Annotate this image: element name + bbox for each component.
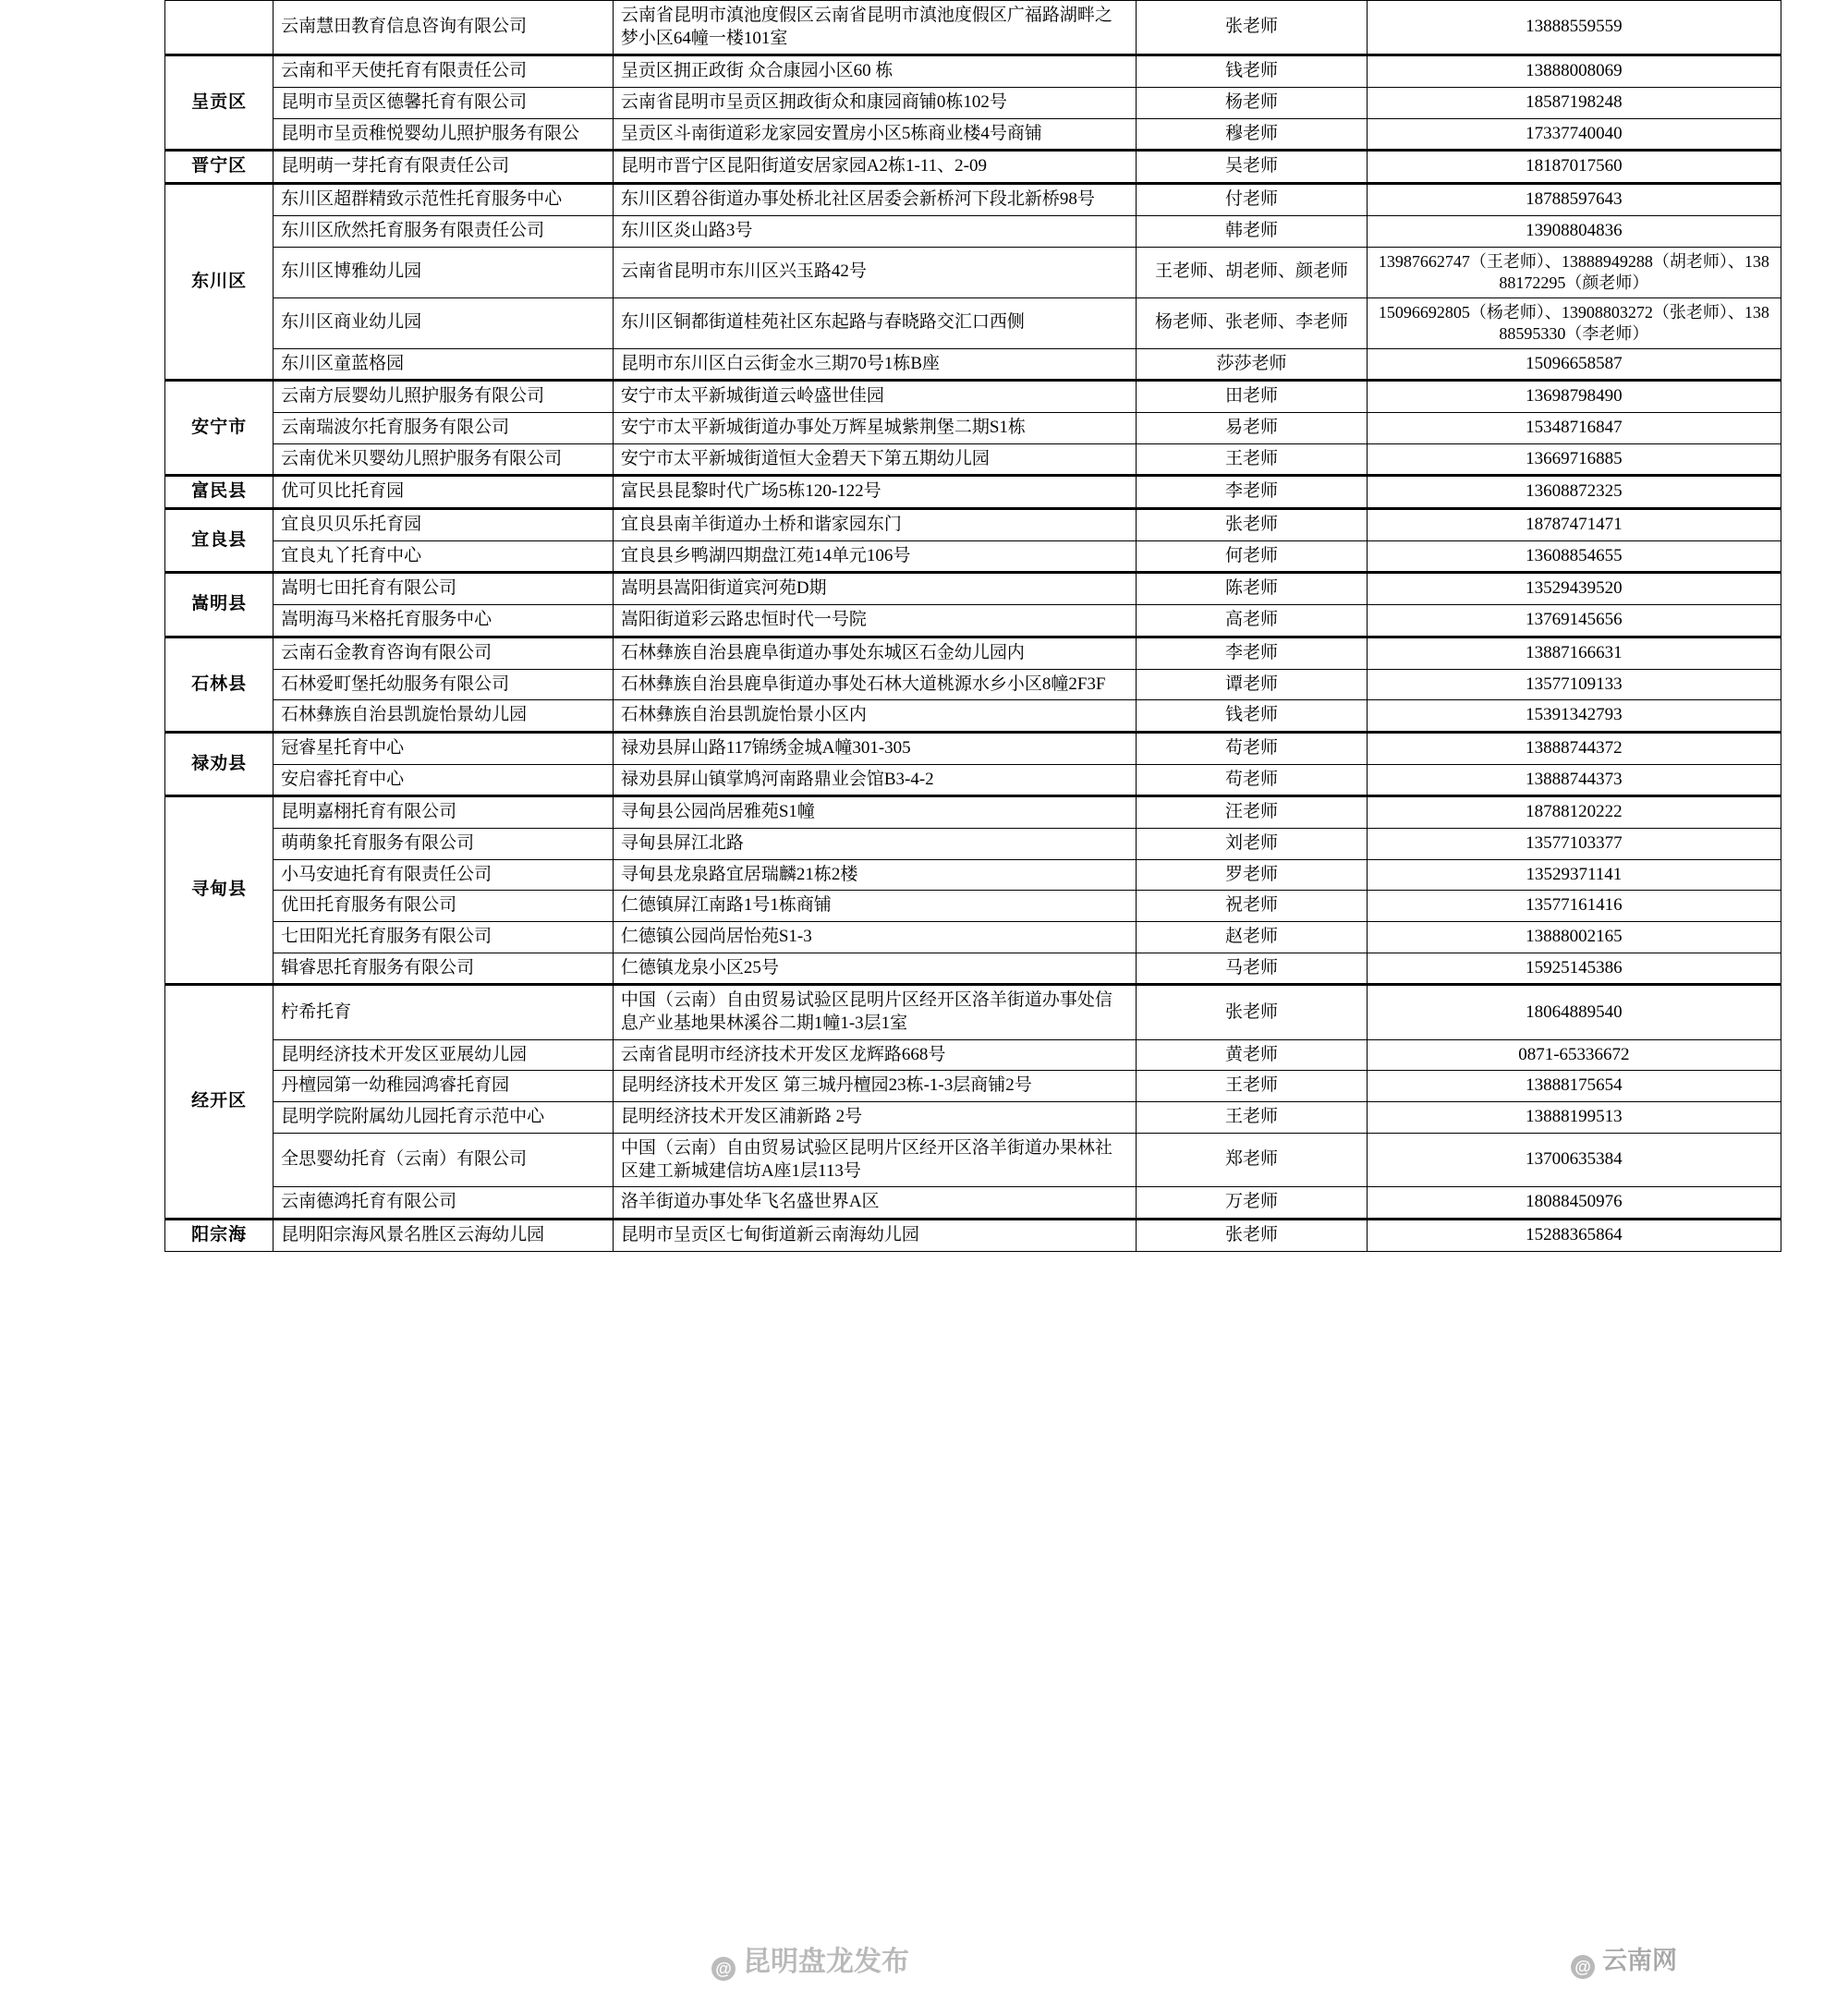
- phone-number-cell: 13888199513: [1367, 1102, 1781, 1134]
- table-row: [165, 828, 1781, 859]
- phone-number-cell: 13987662747（王老师）、13888949288（胡老师）、13888172295（颜老师）: [1367, 247, 1781, 297]
- contact-person-cell: 黄老师: [1137, 1039, 1367, 1071]
- watermark-right-text: 云南网: [1602, 1947, 1677, 1974]
- table-row: [165, 700, 1781, 733]
- contact-person-cell: 王老师: [1137, 443, 1367, 476]
- phone-number-cell: 18788120222: [1367, 796, 1781, 829]
- organization-name-cell: 优可贝比托育园: [274, 476, 614, 509]
- organization-name-cell: 安启睿托育中心: [274, 764, 614, 796]
- organization-name-cell: 嵩明海马米格托育服务中心: [274, 605, 614, 637]
- organization-name-cell: 优田托育服务有限公司: [274, 891, 614, 922]
- organization-name-cell: 昆明学院附属幼儿园托育示范中心: [274, 1102, 614, 1134]
- organization-name-cell: 东川区博雅幼儿园: [274, 247, 614, 297]
- contact-person-cell: 钱老师: [1137, 700, 1367, 733]
- contact-person-cell: 赵老师: [1137, 922, 1367, 953]
- phone-number-cell: 13888559559: [1367, 1, 1781, 55]
- address-cell: 石林彝族自治县鹿阜街道办事处东城区石金幼儿园内: [613, 637, 1137, 669]
- address-cell: 寻甸县公园尚居雅苑S1幢: [613, 796, 1137, 829]
- address-cell: 仁德镇屏江南路1号1栋商铺: [613, 891, 1137, 922]
- table-row: [165, 151, 1781, 184]
- organization-name-cell: 宜良贝贝乐托育园: [274, 509, 614, 541]
- phone-number-cell: 15925145386: [1367, 953, 1781, 985]
- phone-number-cell: 13769145656: [1367, 605, 1781, 637]
- organization-name-cell: 冠睿星托育中心: [274, 732, 614, 764]
- address-cell: 安宁市太平新城街道恒大金碧天下第五期幼儿园: [613, 443, 1137, 476]
- contact-person-cell: 张老师: [1137, 1219, 1367, 1251]
- phone-number-cell: 13577103377: [1367, 828, 1781, 859]
- contact-person-cell: 祝老师: [1137, 891, 1367, 922]
- table-row: [165, 859, 1781, 891]
- organization-name-cell: 东川区商业幼儿园: [274, 297, 614, 348]
- phone-number-cell: 18088450976: [1367, 1187, 1781, 1220]
- district-cell: 经开区: [165, 985, 274, 1220]
- organization-name-cell: 昆明经济技术开发区亚展幼儿园: [274, 1039, 614, 1071]
- district-cell: 安宁市: [165, 381, 274, 476]
- address-cell: 昆明市东川区白云街金水三期70号1栋B座: [613, 348, 1137, 381]
- organization-name-cell: 云南优米贝婴幼儿照护服务有限公司: [274, 443, 614, 476]
- table-row: [165, 637, 1781, 669]
- table-row: [165, 118, 1781, 151]
- table-row: [165, 476, 1781, 509]
- address-cell: 宜良县乡鸭湖四期盘江苑14单元106号: [613, 540, 1137, 573]
- table-row: [165, 732, 1781, 764]
- district-cell: 阳宗海: [165, 1219, 274, 1251]
- contact-person-cell: 付老师: [1137, 184, 1367, 216]
- organization-name-cell: 东川区欣然托育服务有限责任公司: [274, 215, 614, 247]
- address-cell: 安宁市太平新城街道办事处万辉星城紫荆堡二期S1栋: [613, 413, 1137, 444]
- address-cell: 嵩阳街道彩云路忠恒时代一号院: [613, 605, 1137, 637]
- organization-name-cell: 嵩明七田托育有限公司: [274, 573, 614, 605]
- organization-name-cell: 云南德鸿托育有限公司: [274, 1187, 614, 1220]
- phone-number-cell: 18064889540: [1367, 985, 1781, 1039]
- address-cell: 云南省昆明市呈贡区拥政街众和康园商铺0栋102号: [613, 88, 1137, 119]
- address-cell: 仁德镇公园尚居怡苑S1-3: [613, 922, 1137, 953]
- phone-number-cell: 13888175654: [1367, 1071, 1781, 1102]
- district-cell: 呈贡区: [165, 55, 274, 151]
- contact-person-cell: 王老师: [1137, 1071, 1367, 1102]
- table-row: [165, 381, 1781, 413]
- contact-person-cell: 王老师、胡老师、颜老师: [1137, 247, 1367, 297]
- organization-name-cell: 宜良丸丫托育中心: [274, 540, 614, 573]
- table-row: [165, 669, 1781, 700]
- table-row: [165, 764, 1781, 796]
- address-cell: 昆明经济技术开发区浦新路 2号: [613, 1102, 1137, 1134]
- contact-person-cell: 郑老师: [1137, 1133, 1367, 1186]
- phone-number-cell: 13888744372: [1367, 732, 1781, 764]
- phone-number-cell: 18788597643: [1367, 184, 1781, 216]
- address-cell: 云南省昆明市滇池度假区云南省昆明市滇池度假区广福路湖畔之梦小区64幢一楼101室: [613, 1, 1137, 55]
- phone-number-cell: 13888008069: [1367, 55, 1781, 88]
- phone-number-cell: 13888002165: [1367, 922, 1781, 953]
- table-row: [165, 922, 1781, 953]
- address-cell: 石林彝族自治县凯旋怡景小区内: [613, 700, 1137, 733]
- table-row: [165, 540, 1781, 573]
- address-cell: 云南省昆明市东川区兴玉路42号: [613, 247, 1137, 297]
- phone-number-cell: 13669716885: [1367, 443, 1781, 476]
- phone-number-cell: 13908804836: [1367, 215, 1781, 247]
- table-row: [165, 796, 1781, 829]
- phone-number-cell: 18587198248: [1367, 88, 1781, 119]
- table-row: [165, 443, 1781, 476]
- address-cell: 云南省昆明市经济技术开发区龙辉路668号: [613, 1039, 1137, 1071]
- table-row: [165, 1133, 1781, 1186]
- organization-name-cell: 石林爱町堡托幼服务有限公司: [274, 669, 614, 700]
- table-row: [165, 184, 1781, 216]
- phone-number-cell: 13529439520: [1367, 573, 1781, 605]
- contact-person-cell: 张老师: [1137, 1, 1367, 55]
- address-cell: 昆明经济技术开发区 第三城丹檀园23栋-1-3层商铺2号: [613, 1071, 1137, 1102]
- contact-person-cell: 万老师: [1137, 1187, 1367, 1220]
- phone-number-cell: 13577161416: [1367, 891, 1781, 922]
- organization-name-cell: 石林彝族自治县凯旋怡景幼儿园: [274, 700, 614, 733]
- phone-number-cell: 17337740040: [1367, 118, 1781, 151]
- phone-number-cell: 13887166631: [1367, 637, 1781, 669]
- district-cell: 石林县: [165, 637, 274, 732]
- contact-person-cell: 李老师: [1137, 637, 1367, 669]
- phone-number-cell: 15096692805（杨老师）、13908803272（张老师）、13888595330（李老师）: [1367, 297, 1781, 348]
- organization-name-cell: 云南慧田教育信息咨询有限公司: [274, 1, 614, 55]
- weibo-badge-icon: @: [711, 1957, 736, 1981]
- table-row: [165, 297, 1781, 348]
- organization-name-cell: 七田阳光托育服务有限公司: [274, 922, 614, 953]
- weibo-badge-icon-2: @: [1571, 1955, 1595, 1979]
- organization-name-cell: 云南和平天使托育有限责任公司: [274, 55, 614, 88]
- phone-number-cell: 13529371141: [1367, 859, 1781, 891]
- phone-number-cell: 13608872325: [1367, 476, 1781, 509]
- contact-person-cell: 易老师: [1137, 413, 1367, 444]
- organization-name-cell: 云南方辰婴幼儿照护服务有限公司: [274, 381, 614, 413]
- contact-person-cell: 马老师: [1137, 953, 1367, 985]
- phone-number-cell: 15288365864: [1367, 1219, 1781, 1251]
- contact-person-cell: 王老师: [1137, 1102, 1367, 1134]
- address-cell: 仁德镇龙泉小区25号: [613, 953, 1137, 985]
- district-cell: 富民县: [165, 476, 274, 509]
- organization-name-cell: 萌萌象托育服务有限公司: [274, 828, 614, 859]
- contact-person-cell: 莎莎老师: [1137, 348, 1367, 381]
- organization-name-cell: 昆明嘉栩托育有限公司: [274, 796, 614, 829]
- table-row: [165, 215, 1781, 247]
- address-cell: 中国（云南）自由贸易试验区昆明片区经开区洛羊街道办事处信息产业基地果林溪谷二期1幢1-3层1室: [613, 985, 1137, 1039]
- table-row: [165, 891, 1781, 922]
- address-cell: 呈贡区斗南街道彩龙家园安置房小区5栋商业楼4号商铺: [613, 118, 1137, 151]
- table-row: [165, 1, 1781, 55]
- contact-person-cell: 钱老师: [1137, 55, 1367, 88]
- address-cell: 昆明市呈贡区七甸街道新云南海幼儿园: [613, 1219, 1137, 1251]
- table-row: [165, 413, 1781, 444]
- district-cell: [165, 1, 274, 55]
- contact-person-cell: 谭老师: [1137, 669, 1367, 700]
- phone-number-cell: 13698798490: [1367, 381, 1781, 413]
- phone-number-cell: 18787471471: [1367, 509, 1781, 541]
- contact-person-cell: 苟老师: [1137, 764, 1367, 796]
- address-cell: 宜良县南羊街道办土桥和谐家园东门: [613, 509, 1137, 541]
- table-row: [165, 247, 1781, 297]
- organization-name-cell: 小马安迪托育有限责任公司: [274, 859, 614, 891]
- district-cell: 晋宁区: [165, 151, 274, 184]
- childcare-institution-table: [164, 0, 1781, 1252]
- address-cell: 呈贡区拥正政街 众合康园小区60 栋: [613, 55, 1137, 88]
- contact-person-cell: 张老师: [1137, 985, 1367, 1039]
- table-row: [165, 1039, 1781, 1071]
- contact-person-cell: 韩老师: [1137, 215, 1367, 247]
- contact-person-cell: 何老师: [1137, 540, 1367, 573]
- contact-person-cell: 穆老师: [1137, 118, 1367, 151]
- contact-person-cell: 苟老师: [1137, 732, 1367, 764]
- address-cell: 安宁市太平新城街道云岭盛世佳园: [613, 381, 1137, 413]
- address-cell: 洛羊街道办事处华飞名盛世界A区: [613, 1187, 1137, 1220]
- organization-name-cell: 东川区童蓝格园: [274, 348, 614, 381]
- table-row: [165, 88, 1781, 119]
- address-cell: 寻甸县龙泉路宜居瑞麟21栋2楼: [613, 859, 1137, 891]
- phone-number-cell: 13700635384: [1367, 1133, 1781, 1186]
- organization-name-cell: 昆明萌一芽托育有限责任公司: [274, 151, 614, 184]
- table-row: [165, 953, 1781, 985]
- contact-person-cell: 高老师: [1137, 605, 1367, 637]
- table-row: [165, 55, 1781, 88]
- contact-person-cell: 汪老师: [1137, 796, 1367, 829]
- phone-number-cell: 15348716847: [1367, 413, 1781, 444]
- contact-person-cell: 罗老师: [1137, 859, 1367, 891]
- organization-name-cell: 云南瑞波尔托育服务有限公司: [274, 413, 614, 444]
- district-cell: 禄劝县: [165, 732, 274, 795]
- contact-person-cell: 刘老师: [1137, 828, 1367, 859]
- table-row: [165, 1071, 1781, 1102]
- district-cell: 宜良县: [165, 509, 274, 573]
- table-row: [165, 985, 1781, 1039]
- table-row: [165, 1102, 1781, 1134]
- phone-number-cell: 13608854655: [1367, 540, 1781, 573]
- address-cell: 石林彝族自治县鹿阜街道办事处石林大道桃源水乡小区8幢2F3F: [613, 669, 1137, 700]
- phone-number-cell: 0871-65336672: [1367, 1039, 1781, 1071]
- contact-person-cell: 杨老师、张老师、李老师: [1137, 297, 1367, 348]
- table-row: [165, 1219, 1781, 1251]
- organization-name-cell: 昆明阳宗海风景名胜区云海幼儿园: [274, 1219, 614, 1251]
- organization-name-cell: 丹檀园第一幼稚园鸿睿托育园: [274, 1071, 614, 1102]
- table-row: [165, 509, 1781, 541]
- phone-number-cell: 13577109133: [1367, 669, 1781, 700]
- phone-number-cell: 18187017560: [1367, 151, 1781, 184]
- organization-name-cell: 全思婴幼托育（云南）有限公司: [274, 1133, 614, 1186]
- table-row: [165, 605, 1781, 637]
- address-cell: 富民县昆黎时代广场5栋120-122号: [613, 476, 1137, 509]
- contact-person-cell: 陈老师: [1137, 573, 1367, 605]
- organization-name-cell: 昆明市呈贡稚悦婴幼儿照护服务有限公: [274, 118, 614, 151]
- district-cell: 东川区: [165, 184, 274, 381]
- table-row: [165, 573, 1781, 605]
- organization-name-cell: 东川区超群精致示范性托育服务中心: [274, 184, 614, 216]
- watermark-yunnan-net: [1571, 1940, 1677, 1979]
- address-cell: 东川区炎山路3号: [613, 215, 1137, 247]
- contact-person-cell: 张老师: [1137, 509, 1367, 541]
- contact-person-cell: 杨老师: [1137, 88, 1367, 119]
- table-row: [165, 348, 1781, 381]
- address-cell: 中国（云南）自由贸易试验区昆明片区经开区洛羊街道办果林社区建工新城建信坊A座1层113号: [613, 1133, 1137, 1186]
- address-cell: 昆明市晋宁区昆阳街道安居家园A2栋1-11、2-09: [613, 151, 1137, 184]
- phone-number-cell: 13888744373: [1367, 764, 1781, 796]
- address-cell: 东川区铜都街道桂苑社区东起路与春晓路交汇口西侧: [613, 297, 1137, 348]
- organization-name-cell: 昆明市呈贡区德馨托育有限公司: [274, 88, 614, 119]
- contact-person-cell: 吴老师: [1137, 151, 1367, 184]
- contact-person-cell: 李老师: [1137, 476, 1367, 509]
- organization-name-cell: 柠希托育: [274, 985, 614, 1039]
- organization-name-cell: 辑睿思托育服务有限公司: [274, 953, 614, 985]
- address-cell: 嵩明县嵩阳街道宾河苑D期: [613, 573, 1137, 605]
- organization-name-cell: 云南石金教育咨询有限公司: [274, 637, 614, 669]
- table-row: [165, 1187, 1781, 1220]
- phone-number-cell: 15096658587: [1367, 348, 1781, 381]
- district-cell: 寻甸县: [165, 796, 274, 985]
- address-cell: 寻甸县屏江北路: [613, 828, 1137, 859]
- watermark-center-text: 昆明盘龙发布: [743, 1947, 909, 1977]
- contact-person-cell: 田老师: [1137, 381, 1367, 413]
- address-cell: 东川区碧谷街道办事处桥北社区居委会新桥河下段北新桥98号: [613, 184, 1137, 216]
- district-cell: 嵩明县: [165, 573, 274, 637]
- phone-number-cell: 15391342793: [1367, 700, 1781, 733]
- address-cell: 禄劝县屏山路117锦绣金城A幢301-305: [613, 732, 1137, 764]
- watermark-kunming-panlong: [711, 1938, 909, 1981]
- address-cell: 禄劝县屏山镇掌鸠河南路鼎业会馆B3-4-2: [613, 764, 1137, 796]
